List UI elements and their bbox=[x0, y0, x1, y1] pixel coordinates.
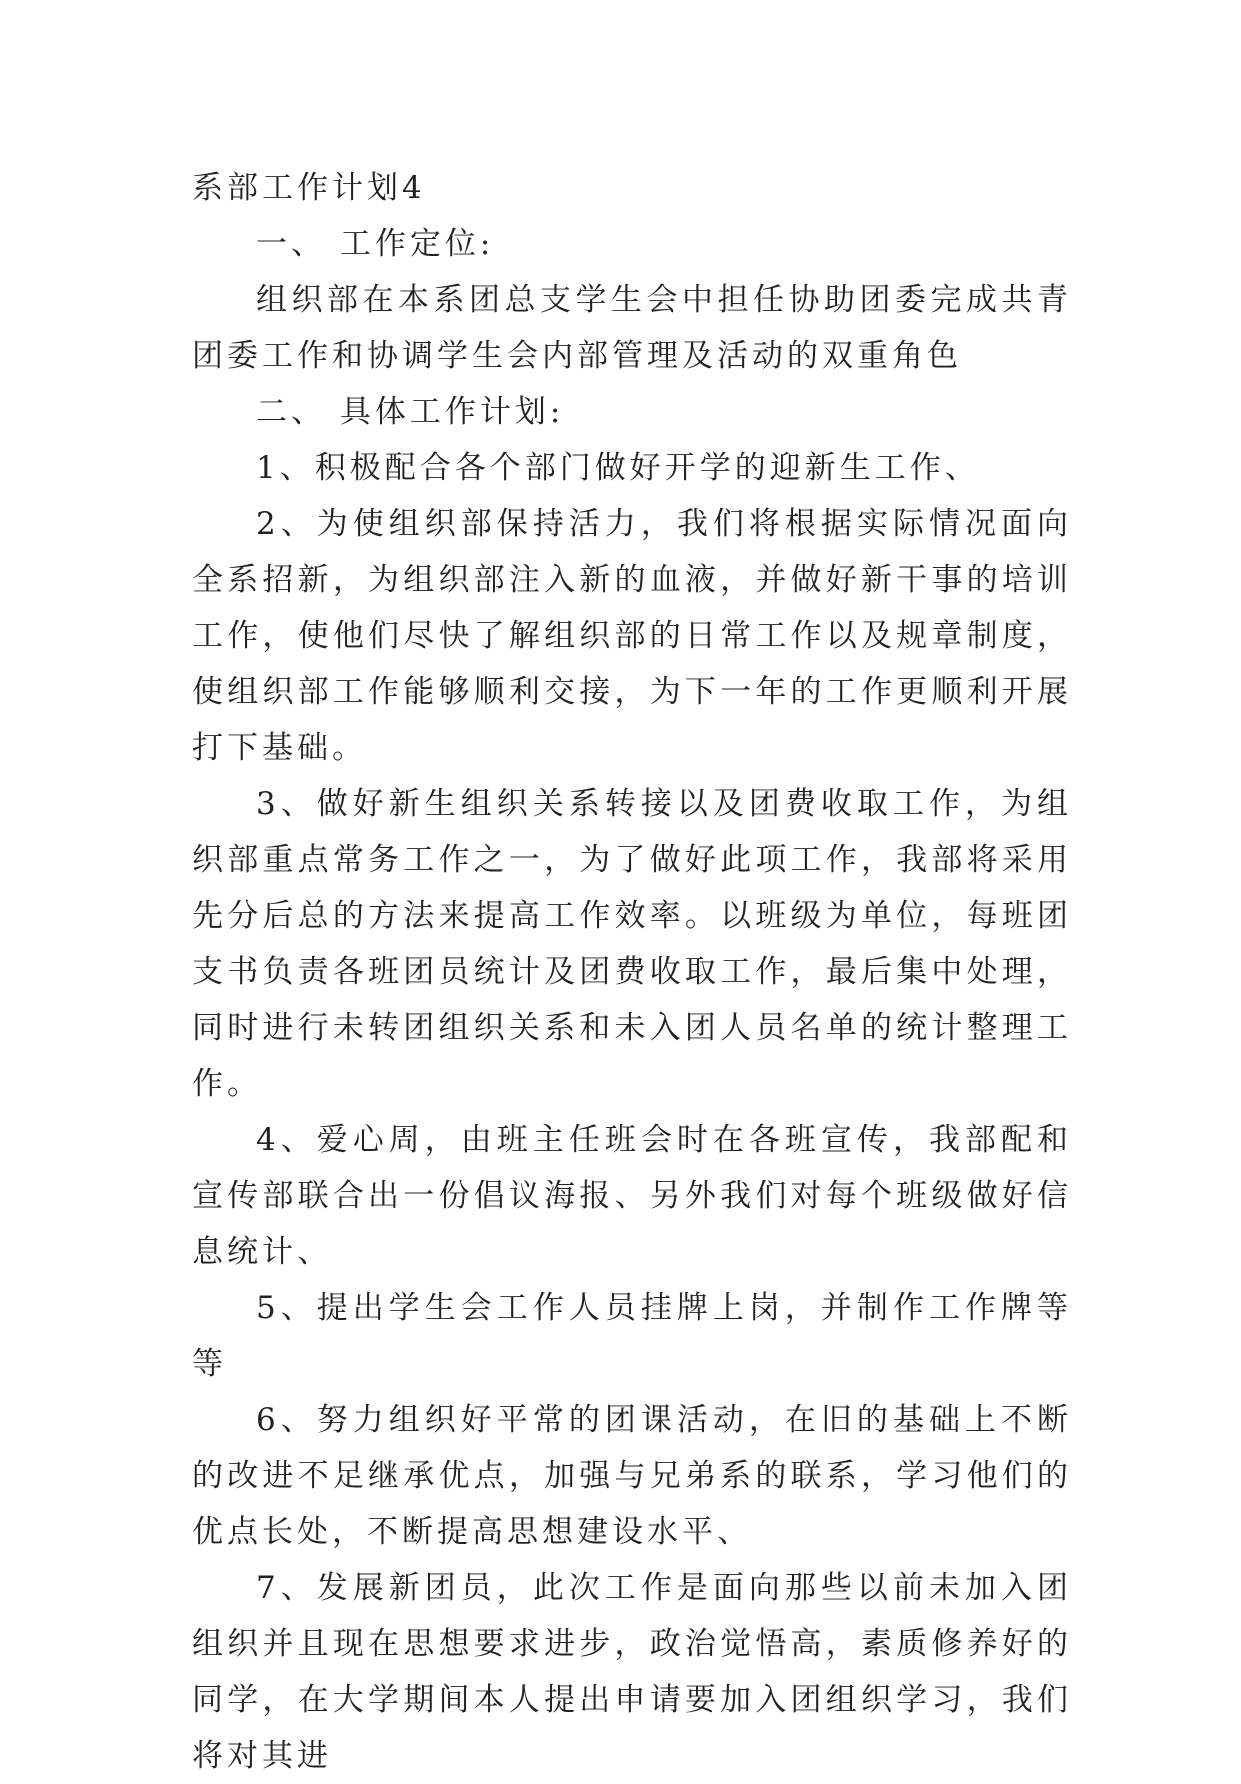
plan-item-3: 3、做好新生组织关系转接以及团费收取工作，为组织部重点常务工作之一，为了做好此项工作，我部将采用先分后总的方法来提高工作效率。以班级为单位，每班团支书负责各班团员统计及团费收取工作，最后集中处理，同时进行未转团组织关系和未入团人员名单的统计整理工作。 bbox=[192, 786, 1072, 1102]
plan-item-5: 5、提出学生会工作人员挂牌上岗，并制作工作牌等等 bbox=[192, 1290, 1072, 1382]
plan-item-2: 2、为使组织部保持活力，我们将根据实际情况面向全系招新，为组织部注入新的血液，并做好新干事的培训工作，使他们尽快了解组织部的日常工作以及规章制度，使组织部工作能够顺利交接，为下一年的工作更顺利开展打下基础。 bbox=[192, 506, 1072, 766]
paragraph-positioning: 组织部在本系团总支学生会中担任协助团委完成共青团委工作和协调学生会内部管理及活动的双重角色 bbox=[192, 282, 1072, 374]
document-body bbox=[192, 160, 1072, 1784]
section-heading-plan: 二、 具体工作计划: bbox=[256, 394, 565, 430]
section-heading-positioning: 一、 工作定位: bbox=[256, 226, 495, 262]
plan-item-4: 4、爱心周，由班主任班会时在各班宣传，我部配和宣传部联合出一份倡议海报、另外我们对每个班级做好信息统计、 bbox=[192, 1122, 1072, 1270]
document-title: 系部工作计划4 bbox=[192, 170, 426, 206]
plan-item-6: 6、努力组织好平常的团课活动，在旧的基础上不断的改进不足继承优点，加强与兄弟系的联系，学习他们的优点长处，不断提高思想建设水平、 bbox=[192, 1402, 1072, 1550]
plan-item-1: 1、积极配合各个部门做好开学的迎新生工作、 bbox=[256, 450, 980, 486]
plan-item-7: 7、发展新团员，此次工作是面向那些以前未加入团组织并且现在思想要求进步，政治觉悟高，素质修养好的同学，在大学期间本人提出申请要加入团组织学习，我们将对其进 bbox=[192, 1570, 1072, 1774]
